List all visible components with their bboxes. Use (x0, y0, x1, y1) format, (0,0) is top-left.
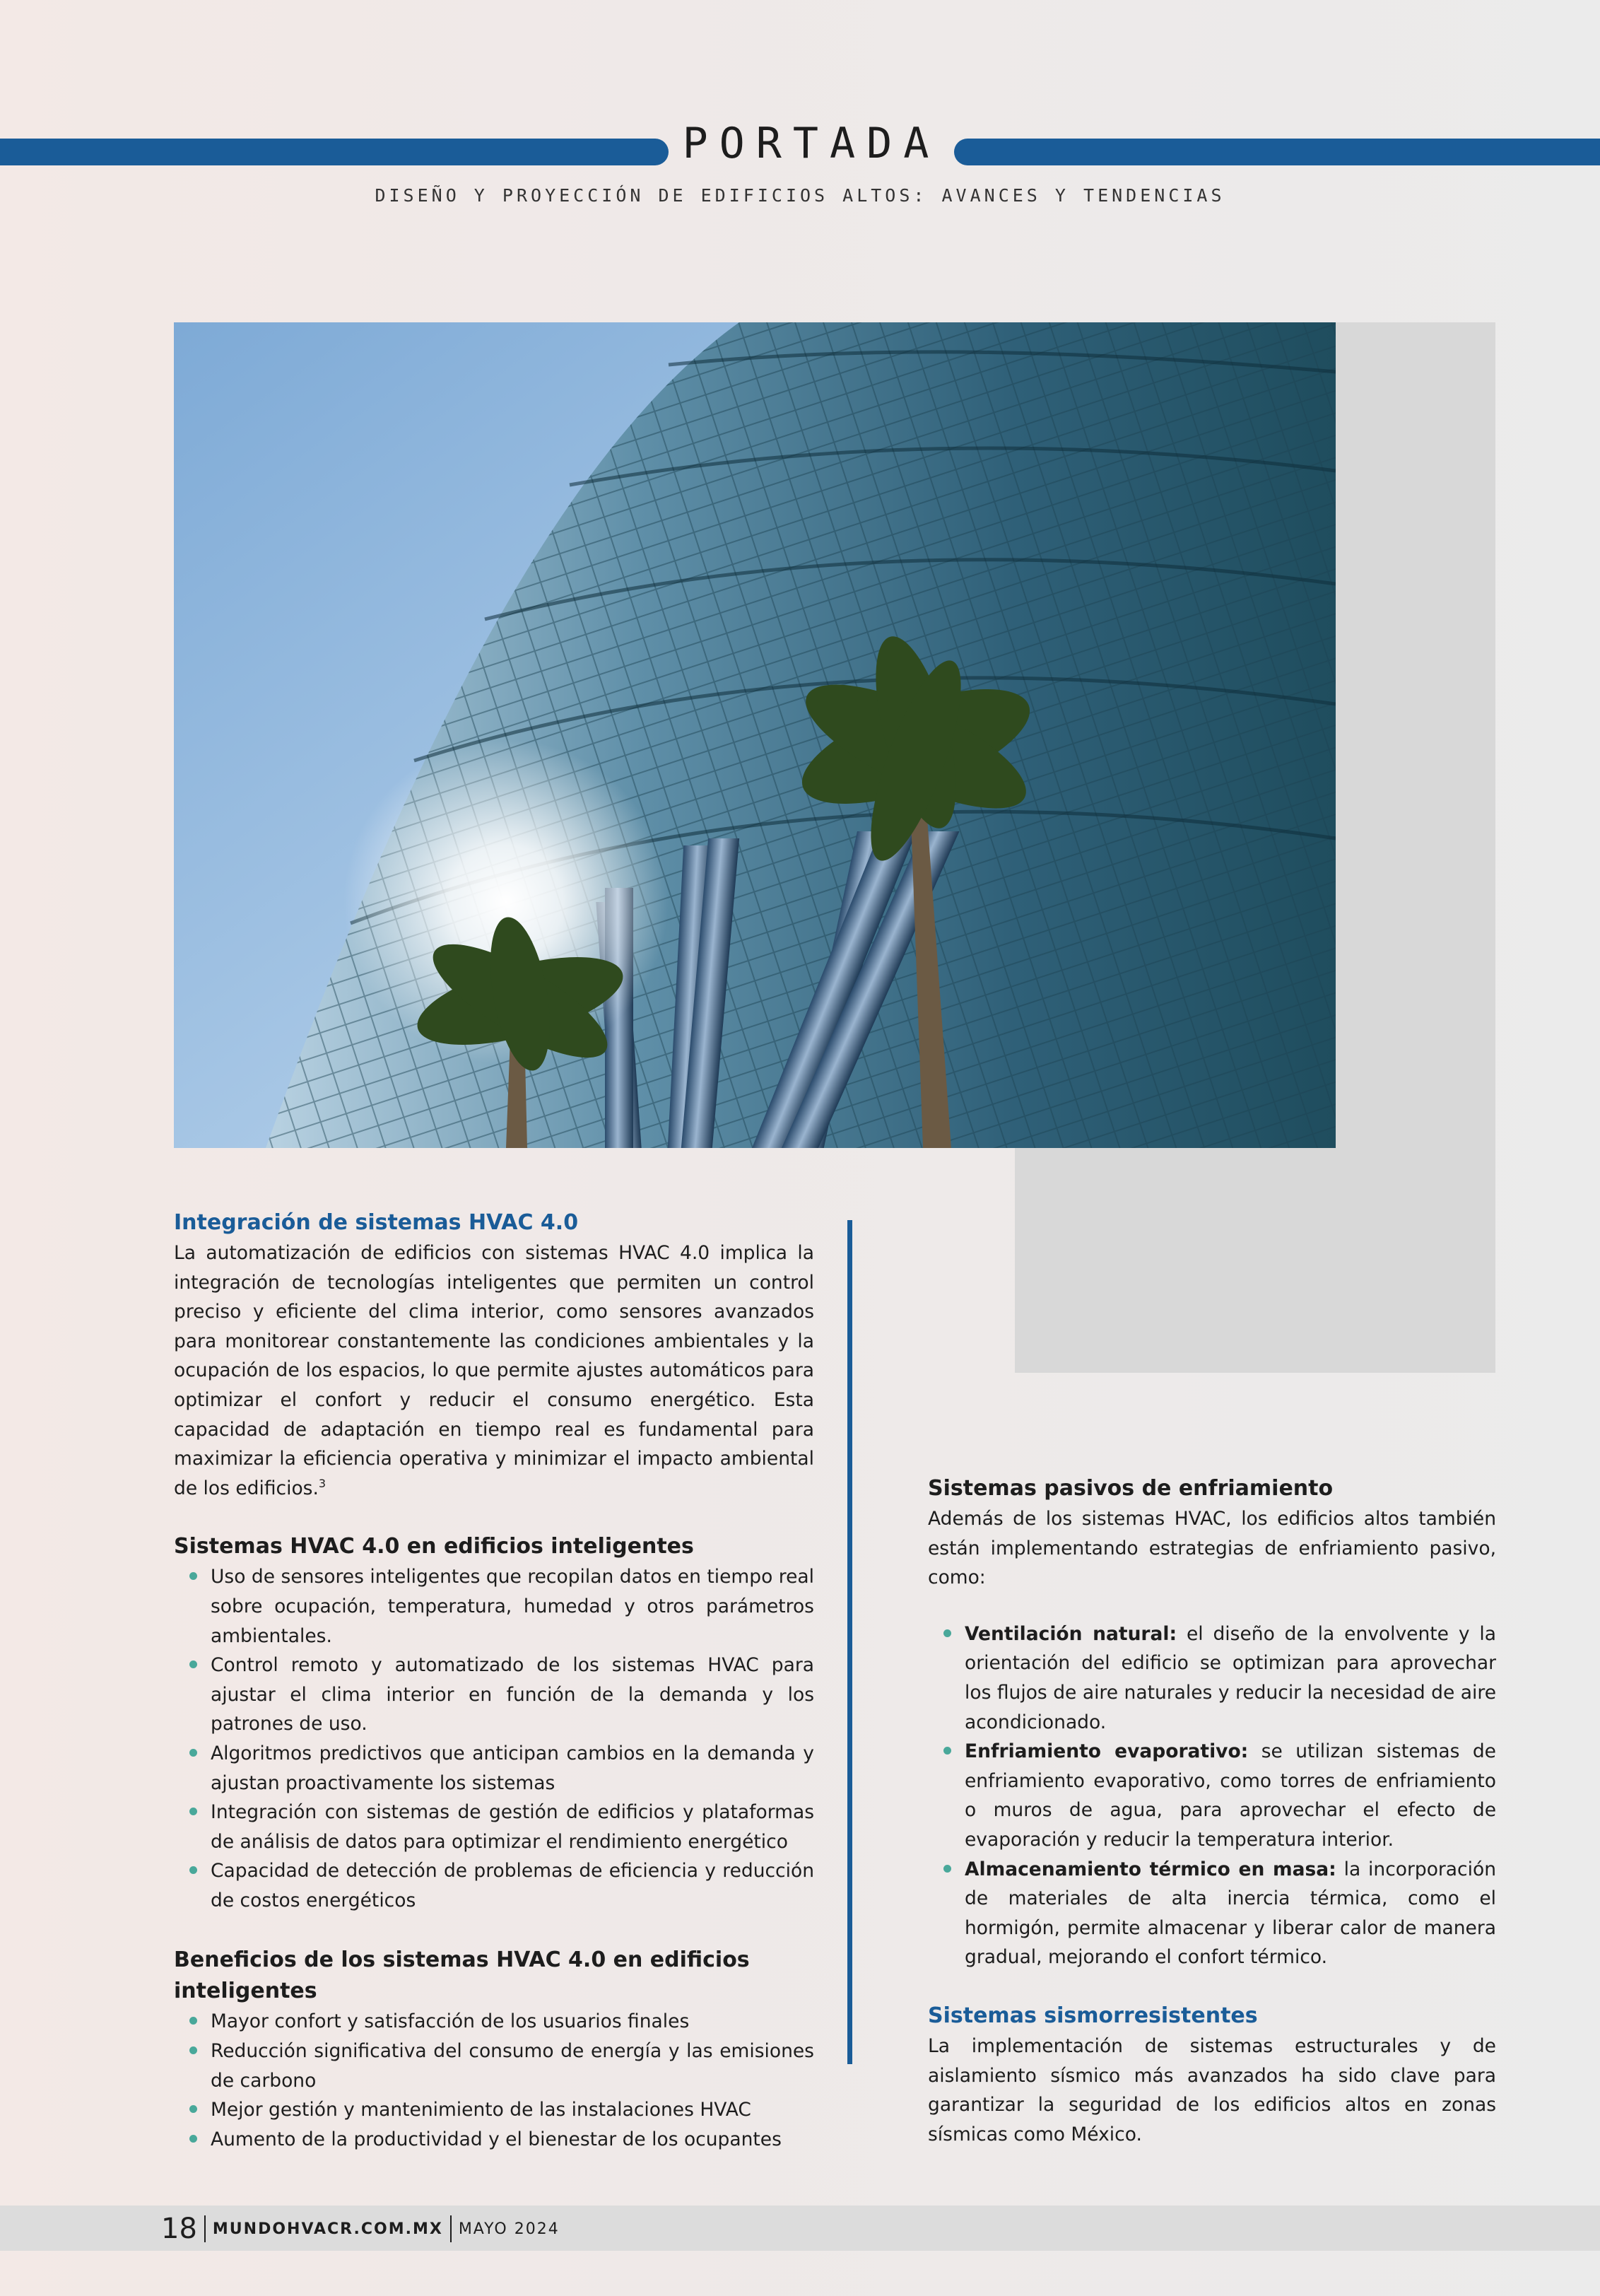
list-hvac-benefits (174, 2007, 814, 2154)
footer-separator (204, 2215, 206, 2242)
term-description: la incorporación de materiales de alta inercia térmica, como el hormigón, permite almacenar y liberar calor de manera gradual, mejorando el confort térmico. (965, 1858, 1496, 1969)
left-column (174, 1207, 814, 2154)
heading-hvac-integration: Integración de sistemas HVAC 4.0 (174, 1210, 579, 1235)
list-item: Mejor gestión y mantenimiento de las instalaciones HVAC (211, 2095, 814, 2125)
list-item: Control remoto y automatizado de los sistemas HVAC para ajustar el clima interior en función de la demanda y los patrones de uso. (211, 1651, 814, 1739)
list-item (965, 1737, 1496, 1854)
section-title: PORTADA (682, 119, 941, 168)
list-item: Algoritmos predictivos que anticipan cambios en la demanda y ajustan proactivamente los sistemas (211, 1739, 814, 1798)
page-footer (161, 2212, 560, 2246)
list-item: Integración con sistemas de gestión de edificios y plataformas de análisis de datos para optimizar el rendimiento energético (211, 1798, 814, 1856)
header-bar-left (0, 139, 669, 165)
paragraph-hvac-integration-text: La automatización de edificios con sistemas HVAC 4.0 implica la integración de tecnologías inteligentes que permiten un control preciso y eficiente del clima interior, como sensores avanzados para monitorear constantemente las condiciones ambientales y la ocupación de los espacios, lo que permite ajustes automáticos para optimizar el confort y reducir el consumo energético. Esta capacidad de adaptación en tiempo real es fundamental para maximizar la eficiencia operativa y minimizar el impacto ambiental de los edificios. (174, 1242, 814, 1499)
footer-separator (450, 2215, 452, 2242)
term-natural-ventilation: Ventilación natural: (965, 1622, 1177, 1645)
page-number: 18 (161, 2213, 197, 2245)
list-item: Aumento de la productividad y el bienestar de los ocupantes (211, 2125, 814, 2155)
term-thermal-mass: Almacenamiento térmico en masa: (965, 1858, 1336, 1880)
list-item: Capacidad de detección de problemas de eficiencia y reducción de costos energéticos (211, 1856, 814, 1915)
list-item: Uso de sensores inteligentes que recopilan datos en tiempo real sobre ocupación, temperatura, humedad y otros parámetros ambientales. (211, 1562, 814, 1651)
right-column (928, 1473, 1496, 2149)
column-divider (847, 1220, 852, 2064)
footer-date: MAYO 2024 (458, 2220, 560, 2238)
list-item (965, 1855, 1496, 1972)
heading-passive-cooling: Sistemas pasivos de enfriamiento (928, 1476, 1334, 1501)
footnote-ref: 3 (318, 1476, 327, 1490)
list-hvac-features (174, 1562, 814, 1915)
heading-hvac-smart-buildings: Sistemas HVAC 4.0 en edificios inteligentes (174, 1534, 694, 1559)
footer-site: MUNDOHVACR.COM.MX (212, 2220, 443, 2238)
paragraph-hvac-integration (174, 1238, 814, 1503)
header-bar-right (954, 139, 1600, 165)
term-description: se utilizan sistemas de enfriamiento evaporativo, como torres de enfriamiento o muros de agua, para aprovechar el efecto de evaporación y reducir la temperatura interior. (965, 1740, 1496, 1851)
office-tower-photo (174, 322, 1336, 1148)
list-item: Mayor confort y satisfacción de los usuarios finales (211, 2007, 814, 2037)
heading-seismic-systems: Sistemas sismorresistentes (928, 2003, 1258, 2028)
term-evaporative-cooling: Enfriamiento evaporativo: (965, 1740, 1249, 1763)
article-subtitle: DISEÑO Y PROYECCIÓN DE EDIFICIOS ALTOS: AVANCES Y TENDENCIAS (375, 185, 1225, 206)
paragraph-passive-cooling: Además de los sistemas HVAC, los edificios altos también están implementando estrategias de enfriamiento pasivo, como: (928, 1508, 1496, 1589)
list-item (965, 1620, 1496, 1737)
heading-hvac-benefits: Beneficios de los sistemas HVAC 4.0 en edificios inteligentes (174, 1948, 750, 2004)
paragraph-seismic-systems: La implementación de sistemas estructurales y de aislamiento sísmico más avanzados ha sido clave para garantizar la seguridad de los edificios altos en zonas sísmicas como México. (928, 2034, 1496, 2145)
list-passive-cooling (928, 1620, 1496, 1972)
list-item: Reducción significativa del consumo de energía y las emisiones de carbono (211, 2037, 814, 2095)
term-description: el diseño de la envolvente y la orientación del edificio se optimizan para aprovechar los flujos de aire naturales y reducir la necesidad de aire acondicionado. (965, 1622, 1497, 1733)
